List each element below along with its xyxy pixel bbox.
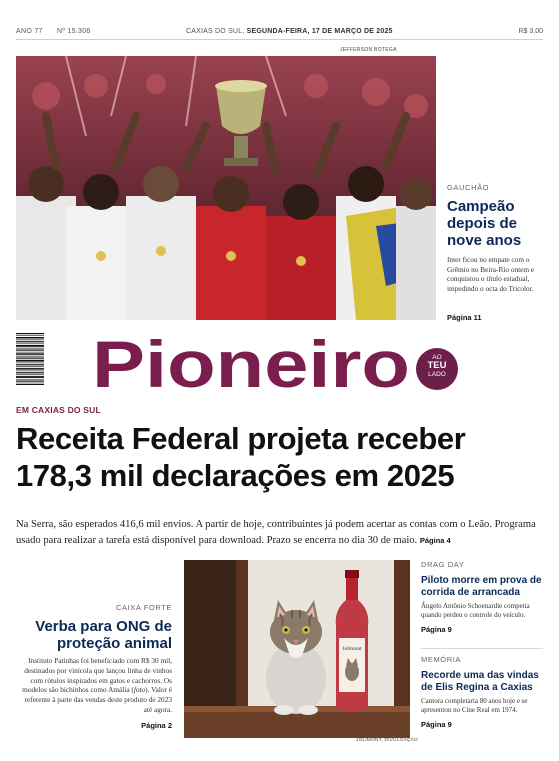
right-story-1-headline[interactable]: Piloto morre em prova de corrida de arrancada [421, 575, 542, 598]
cat-photo-credit: JOLIMONT, DIVULGAÇÃO [356, 738, 418, 743]
main-headline-line-2: 178,3 mil declarações em 2025 [16, 458, 455, 493]
top-story-body: Inter ficou no empate com o Grêmio no Beira-Rio ontem e conquistou o título estadual, impedindo o octa do Tricolor. [447, 255, 535, 293]
edition-number: Nº 15.306 [56, 28, 91, 35]
left-story-kicker: CAIXA FORTE [115, 603, 172, 612]
left-story-body [16, 656, 172, 715]
right-story-2-page-ref[interactable]: Página 9 [421, 720, 452, 730]
left-story-body-part-1: Instituto Patinhas foi beneficiado com R$ 30 mil, destinados por vinícola que lançou linha de vinhos com rótulos inspirados em gatos e cachorros. Os modelos são bichinhos como Amália ( [22, 656, 172, 695]
main-deck-text: Na Serra, são esperados 416,6 mil envios. A partir de hoje, contribuintes já podem acertar as contas com o Leão. Programa usado para realizar a tarefa está disponível para download. Prazo se encerra no dia 30 de maio. [16, 519, 536, 546]
logo-wordmark: Pioneiro [92, 327, 410, 401]
top-story-page-ref[interactable]: Página 11 [447, 313, 482, 323]
pioneiro-logo[interactable] [92, 325, 422, 405]
main-story-headline[interactable] [16, 420, 546, 494]
main-story-kicker: EM CAXIAS DO SUL [16, 405, 101, 415]
main-story-page-ref[interactable]: Página 4 [419, 535, 451, 545]
right-story-2-body: Cantora completaria 80 anos hoje e se apresentou no Cine Real em 1974. [421, 697, 528, 715]
top-story-photo[interactable] [16, 56, 436, 320]
right-story-1-body: Ângelo Antônio Schoenardie competia quando perdeu o controle do veículo. [421, 602, 530, 620]
top-photo-credit: JEFFERSON BOTEGA [340, 47, 397, 53]
left-story[interactable] [16, 603, 172, 730]
edition-info [16, 28, 103, 35]
badge-line-2: TEU [427, 360, 447, 371]
masthead-bar [16, 26, 543, 40]
left-story-body-foto: foto [133, 685, 146, 695]
edition-date-text: SEGUNDA-FEIRA, 17 DE MARÇO DE 2025 [246, 28, 393, 35]
cat-wine-photo[interactable] [184, 560, 410, 738]
left-story-page-ref[interactable]: Página 2 [141, 720, 172, 730]
edition-price: R$ 3,00 [518, 28, 543, 35]
right-story-2-headline[interactable]: Recorde uma das vindas de Elis Regina a Caxias [421, 670, 539, 693]
main-story-deck [16, 517, 546, 548]
right-story-2-kicker: MEMÓRIA [421, 655, 462, 664]
left-story-headline[interactable]: Verba para ONG de proteção animal [35, 618, 172, 652]
left-story-body-part-2: ). Valor é referente à parte das vendas deste produto de 2023 até agora. [24, 685, 172, 714]
right-story-2[interactable] [421, 655, 543, 729]
barcode-graphic [16, 333, 44, 385]
logo-badge [416, 348, 458, 390]
edition-date [186, 28, 393, 35]
right-story-1-kicker: DRAG DAY [421, 560, 465, 569]
badge-line-1: AO [432, 354, 442, 361]
main-headline-line-1: Receita Federal projeta receber [16, 421, 466, 456]
badge-line-3: LADO [428, 371, 446, 378]
barcode [16, 333, 44, 385]
bottle-label-text: Jolimont [342, 646, 362, 652]
cat-and-wine-illustration [184, 560, 410, 738]
edition-city: CAXIAS DO SUL, [186, 28, 245, 35]
right-story-1-page-ref[interactable]: Página 9 [421, 625, 452, 635]
right-column-divider [421, 648, 543, 649]
top-story-kicker: GAUCHÃO [447, 183, 490, 192]
right-story-1[interactable] [421, 560, 543, 634]
top-story-headline[interactable]: Campeão depois de nove anos [447, 198, 522, 249]
edition-year: ANO 77 [16, 28, 43, 35]
top-story-sidebar[interactable] [447, 183, 543, 322]
celebration-photo-illustration [16, 56, 436, 320]
